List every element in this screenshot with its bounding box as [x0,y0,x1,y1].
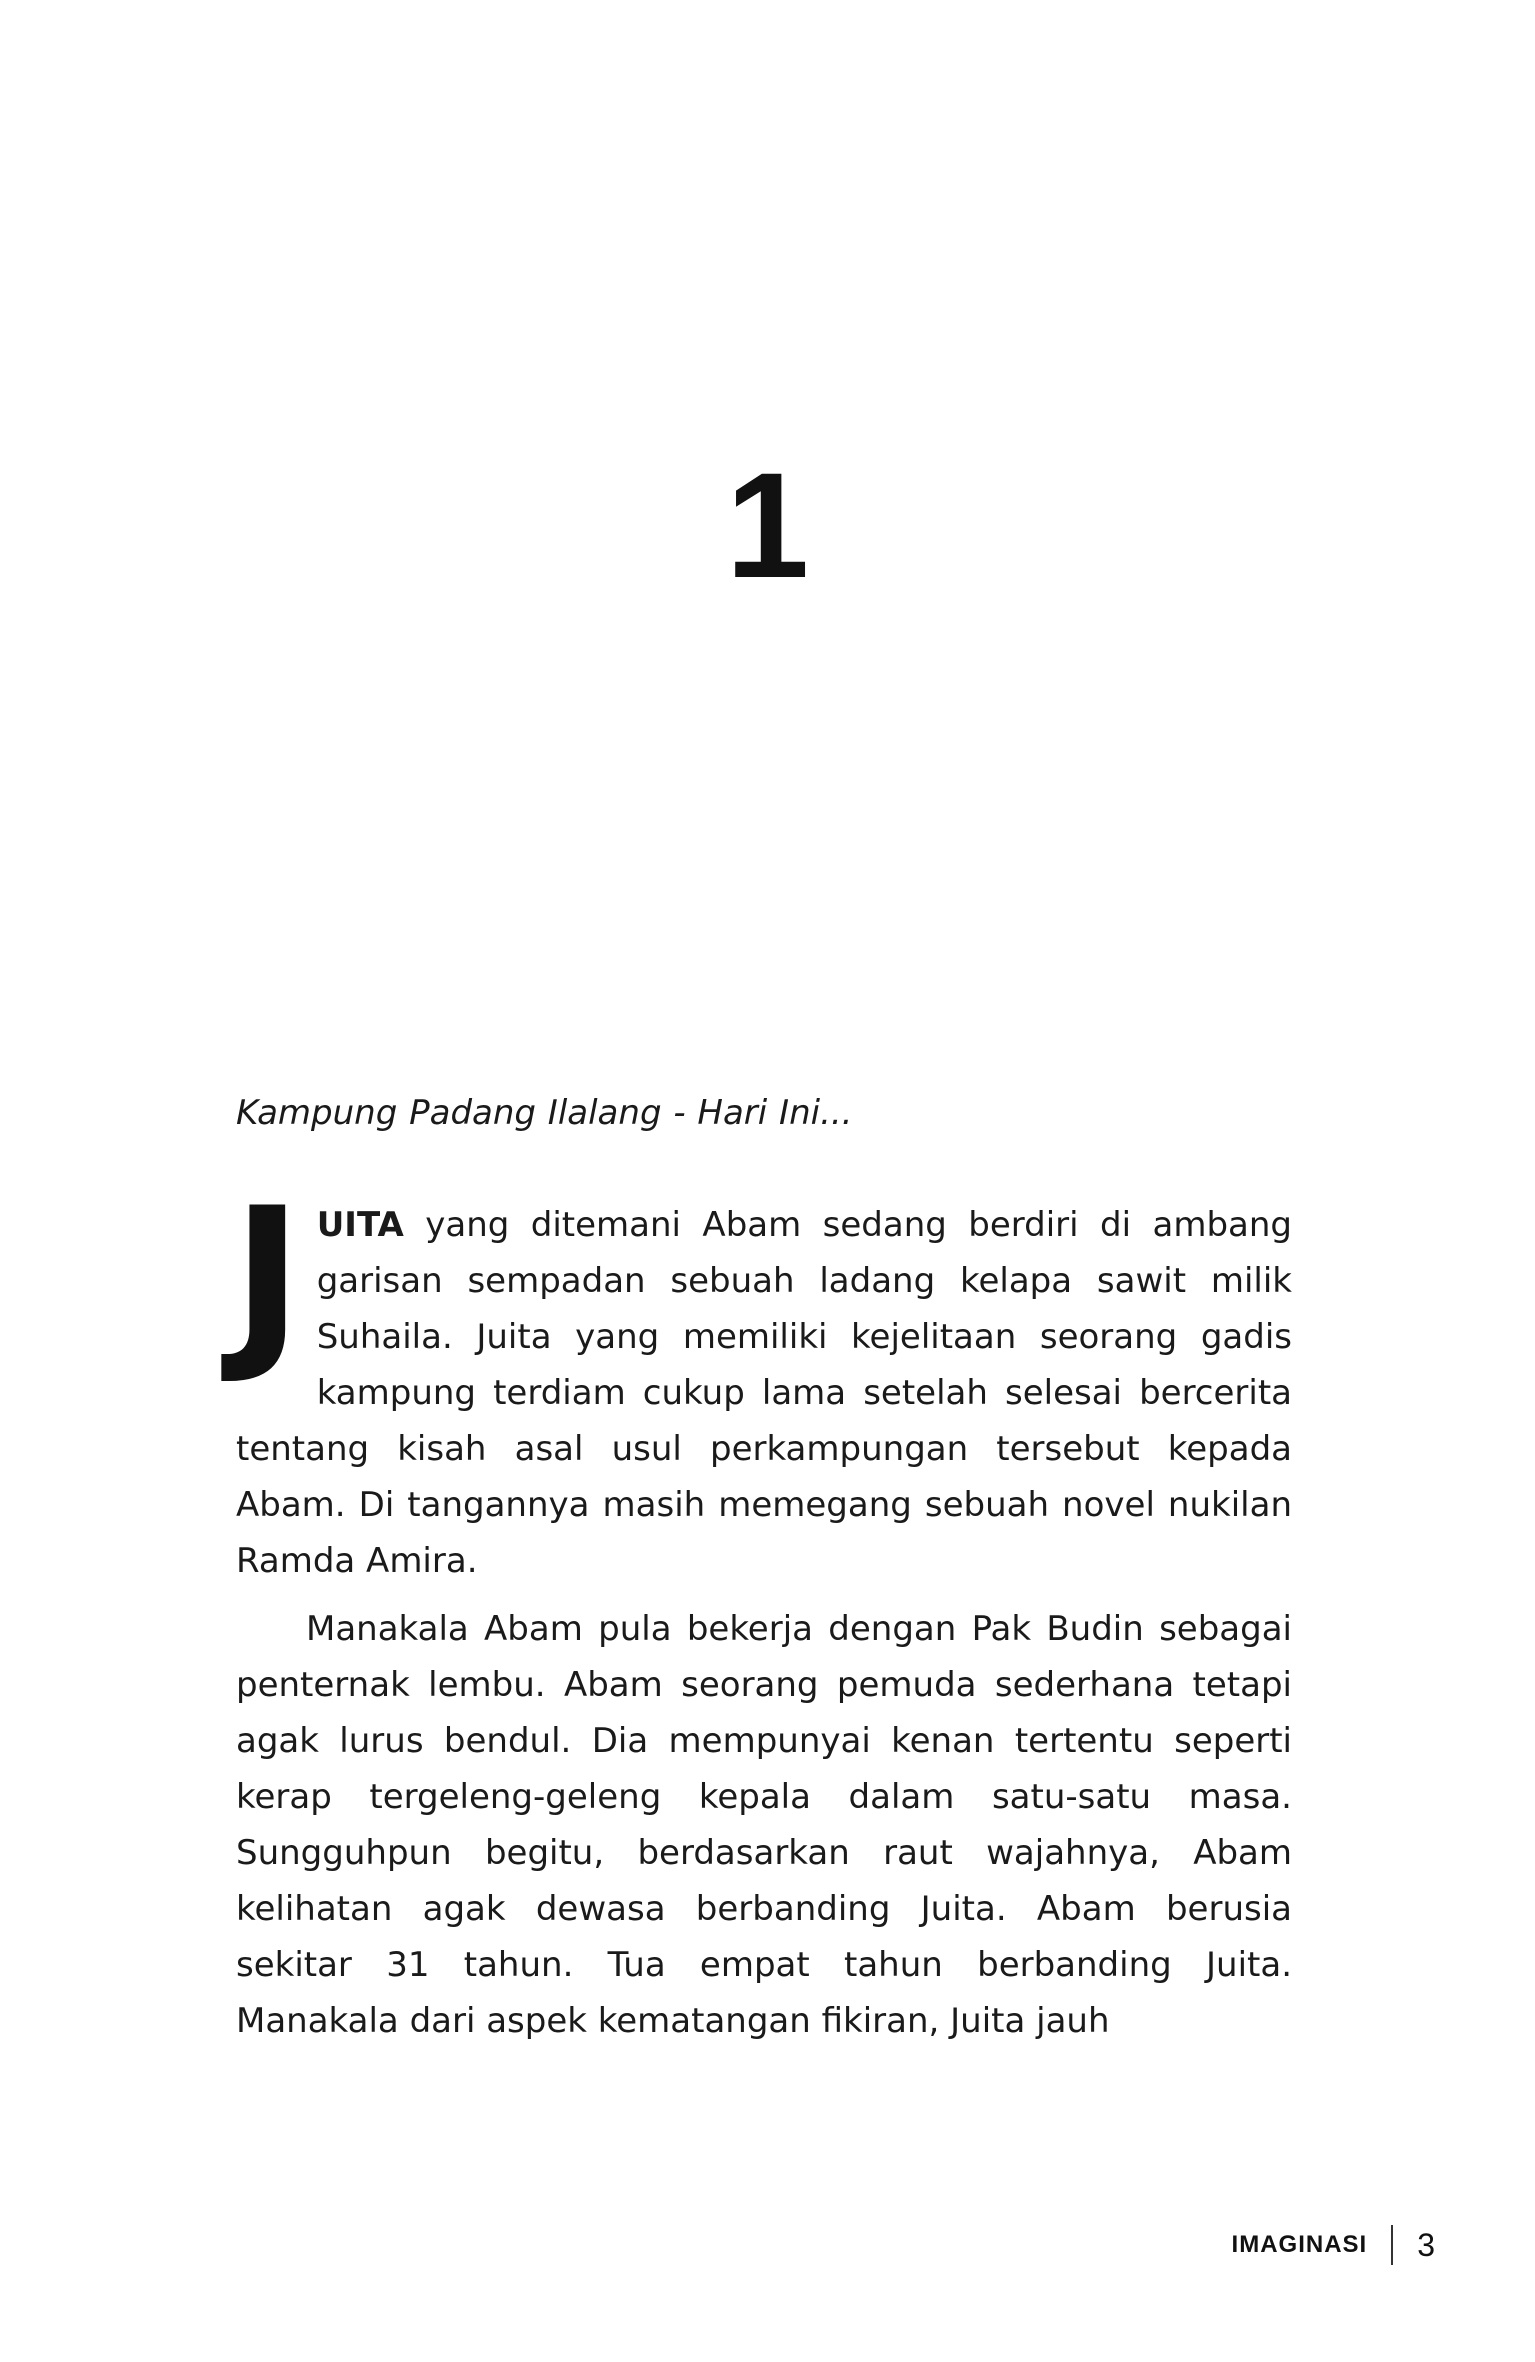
page-footer [1232,2220,1435,2270]
lead-word: UITA [316,1205,404,1245]
paragraph-one [232,1167,1292,1589]
location-heading: Kampung Padang Ilalang - Hari Ini... [236,1093,853,1133]
footer-divider [1391,2225,1393,2265]
page-body [232,1085,1292,2049]
footer-brand: IMAGINASI [1231,2231,1368,2258]
paragraph-two: Manakala Abam pula bekerja dengan Pak Budin sebagai penternak lembu. Abam seorang pemuda sederhana tetapi agak lurus bendul. Dia mempunyai kenan tertentu seperti kerap tergeleng-geleng kepala dalam satu-satu masa. Sungguhpun begitu, berdasarkan raut wajahnya, Abam kelihatan agak dewasa berbanding Juita. Abam berusia sekitar 31 tahun. Tua empat tahun berbanding Juita. Manakala dari aspek kematangan fikiran, Juita jauh [236,1609,1292,2041]
page-number: 3 [1417,2226,1435,2263]
paragraph-one-text: yang ditemani Abam sedang berdiri di ambang garisan sempadan sebuah ladang kelapa sawit milik Suhaila. Juita yang memiliki kejelitaan seorang gadis kampung terdiam cukup lama setelah selesai bercerita tentang kisah asal usul perkampungan tersebut kepada Abam. Di tangannya masih memegang sebuah novel nukilan Ramda Amira. [236,1205,1292,1581]
drop-cap: J [232,1167,303,1388]
chapter-number: 1 [725,441,810,609]
